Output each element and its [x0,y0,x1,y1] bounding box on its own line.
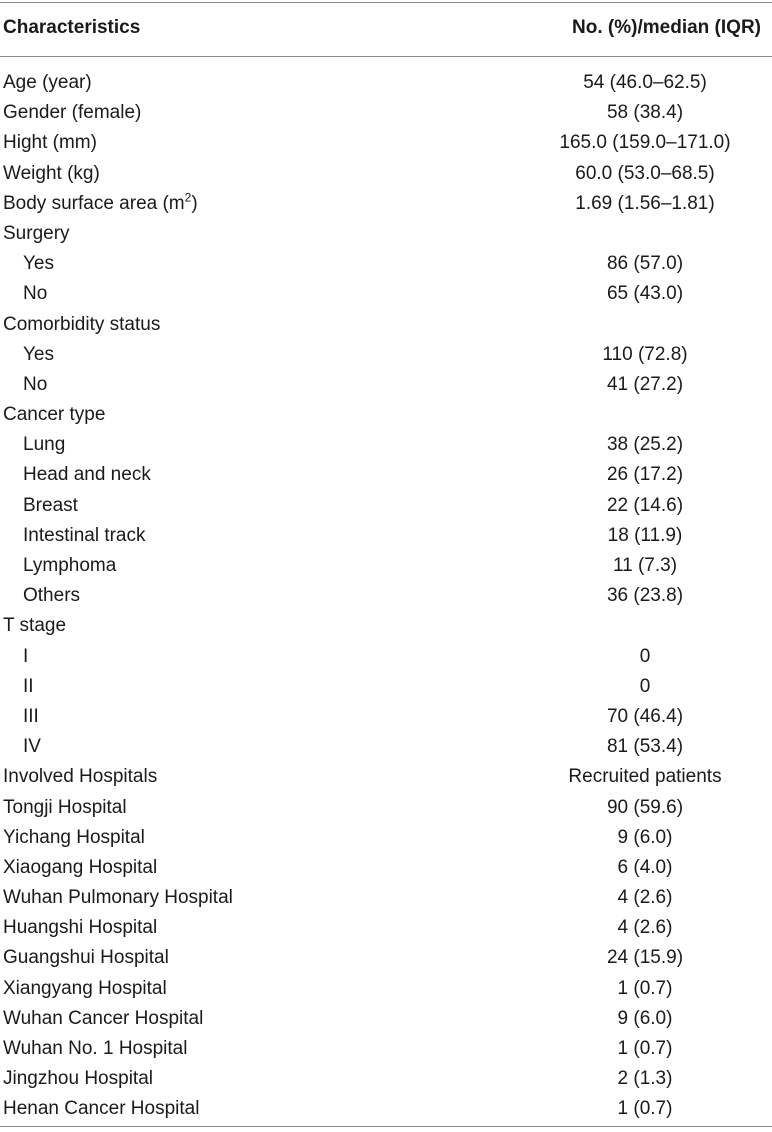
row-label [23,249,54,279]
row-label-text: Weight (kg) [3,162,100,184]
row-label [23,581,80,611]
row-label-text: Breast [23,494,78,516]
table-row [0,732,772,762]
row-value: 4 (2.6) [617,887,673,909]
row-label-text: Head and neck [23,464,151,486]
row-label [3,1034,187,1064]
table-row [0,974,772,1004]
table-row [0,460,772,490]
row-value: 18 (11.9) [607,524,683,546]
row-value: Recruited patients [568,766,722,788]
row-label-text: No [23,283,48,305]
table-row [0,611,772,641]
row-value: 60.0 (53.0–68.5) [575,162,715,184]
row-label-text: Yichang Hospital [3,826,145,848]
row-value: 1.69 (1.56–1.81) [575,192,715,214]
table-row [0,551,772,581]
row-label-text: Yes [23,343,54,365]
row-label-text: Involved Hospitals [3,766,158,788]
table-row [0,521,772,551]
table-row [0,943,772,973]
row-label [23,370,47,400]
table-row [0,189,772,219]
row-value: 1 (0.7) [617,977,673,999]
table-row [0,491,772,521]
table-row [0,400,772,430]
row-label [3,611,66,641]
row-value: 86 (57.0) [606,253,684,275]
table-row [0,279,772,309]
table-row [0,913,772,943]
row-value: 165.0 (159.0–171.0) [559,132,731,154]
row-label-text: Guangshui Hospital [3,947,169,969]
table-row [0,98,772,128]
row-label [3,189,198,219]
row-label [3,68,92,98]
row-label [3,400,105,430]
row-value: 9 (6.0) [617,1007,673,1029]
row-label-text: II [23,675,34,697]
row-label-text: Lymphoma [23,555,117,576]
row-label [3,219,70,249]
row-label-text: I [23,645,29,667]
row-value: 4 (2.6) [617,917,673,939]
table-header [0,2,772,56]
table-row [0,702,772,732]
table-row [0,159,772,189]
table-row [0,249,772,279]
table-row [0,370,772,400]
row-label-text: Cancer type [3,404,106,426]
row-label [3,823,145,853]
table-row [0,430,772,460]
row-label [3,159,100,189]
row-label-text: Huangshi Hospital [3,917,158,939]
row-label-text: Xiaogang Hospital [3,856,158,878]
row-label-text: Wuhan Pulmonary Hospital [3,887,233,909]
table-row [0,823,772,853]
row-value: 22 (14.6) [606,494,684,516]
row-label-text: Others [23,585,81,607]
row-label [3,974,167,1004]
row-label [23,702,39,732]
row-label-text: Surgery [3,222,70,244]
table-row [0,642,772,672]
row-label-text: Age (year) [3,72,92,93]
row-label [3,883,233,913]
table-row [0,672,772,702]
row-label [23,491,78,521]
row-label-text: Gender (female) [3,102,142,124]
row-label [23,521,146,551]
row-value: 11 (7.3) [612,555,678,576]
table-row [0,793,772,823]
row-label-tail: ) [191,192,198,214]
table-row [0,128,772,158]
table-row [0,853,772,883]
row-value: 41 (27.2) [606,373,684,395]
row-value: 1 (0.7) [617,1038,673,1059]
row-value: 6 (4.0) [617,856,673,878]
row-label [3,1004,203,1034]
row-value: 0 [639,675,651,697]
row-label-text: Jingzhou Hospital [3,1068,153,1090]
row-value: 24 (15.9) [606,947,684,969]
row-label-text: Xiangyang Hospital [3,977,167,999]
table-row [0,68,772,98]
header-value: No. (%)/median (IQR) [572,17,761,38]
row-label-text: Tongji Hospital [3,796,127,818]
row-value: 70 (46.4) [606,705,684,727]
bottom-rule [0,1126,772,1127]
row-label-text: III [23,705,39,727]
row-value: 54 (46.0–62.5) [583,72,707,93]
table-row [0,1004,772,1034]
row-label [3,128,97,158]
row-label-text: Lung [23,434,66,456]
row-label [23,551,116,581]
row-value: 81 (53.4) [606,736,684,758]
row-value: 90 (59.6) [606,796,684,818]
table-row [0,1094,772,1124]
row-value: 58 (38.4) [606,102,684,124]
table-row [0,762,772,792]
row-value: 2 (1.3) [617,1068,673,1090]
row-label [3,762,157,792]
table-row [0,581,772,611]
row-label [3,1064,153,1094]
row-label-text: Comorbidity status [3,313,161,335]
table-row [0,340,772,370]
row-label [23,430,65,460]
row-label-text: Wuhan Cancer Hospital [3,1007,204,1029]
table-row [0,310,772,340]
row-label-text: Body surface area (m [3,192,185,214]
row-label [23,340,54,370]
table-row [0,883,772,913]
row-label-text: Wuhan No. 1 Hospital [3,1038,188,1059]
row-label-text: Intestinal track [23,524,146,546]
row-label [3,853,157,883]
table-row [0,1064,772,1094]
row-label [23,279,47,309]
row-value: 110 (72.8) [602,343,688,365]
row-value: 38 (25.2) [606,434,684,456]
table-row [0,219,772,249]
row-value: 36 (23.8) [606,585,684,607]
row-label-superscript: 2 [184,190,192,205]
row-label [3,310,160,340]
row-label-text: Yes [23,253,54,275]
row-value: 65 (43.0) [606,283,684,305]
row-label [3,943,169,973]
row-label-text: Hight (mm) [3,132,97,154]
header-rule [0,56,772,57]
row-value: 0 [639,645,651,667]
table-row [0,1034,772,1064]
row-label [3,913,157,943]
row-label [23,672,34,702]
row-label [23,642,28,672]
row-label [23,732,41,762]
row-label-text: T stage [3,615,67,637]
row-value: 26 (17.2) [606,464,684,486]
row-value: 9 (6.0) [617,826,673,848]
row-label [3,98,141,128]
row-value: 1 (0.7) [617,1098,673,1120]
row-label-text: No [23,373,48,395]
row-label [3,793,127,823]
table-body [0,68,772,1125]
row-label [23,460,151,490]
row-label-text: Henan Cancer Hospital [3,1098,200,1120]
row-label [3,1094,199,1124]
row-label-text: IV [23,736,41,758]
header-characteristics: Characteristics [3,17,141,38]
